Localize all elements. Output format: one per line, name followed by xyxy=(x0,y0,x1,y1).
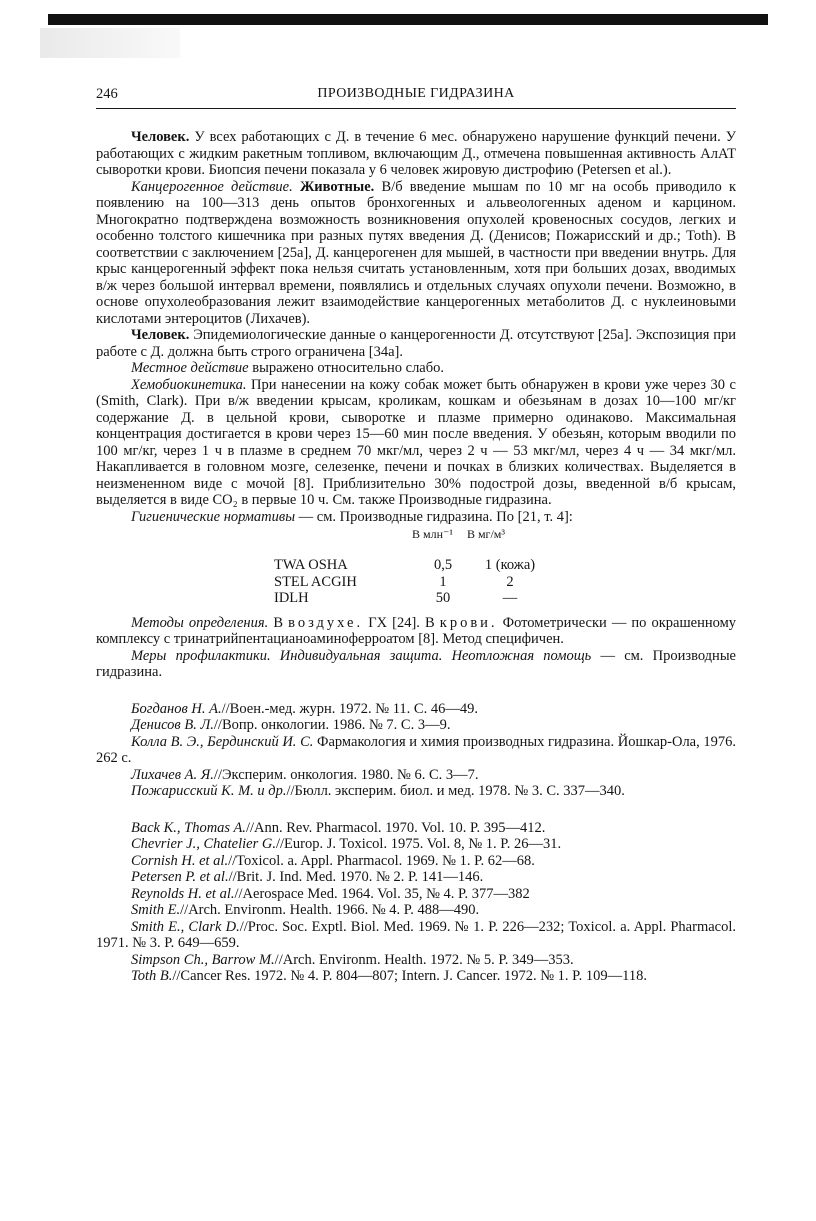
reference-author: Лихачев А. Я. xyxy=(131,766,214,783)
running-title: ПРОИЗВОДНЫЕ ГИДРАЗИНА xyxy=(317,86,515,101)
reference-author: Колла В. Э., Бердинский И. С. xyxy=(131,733,314,750)
paragraph-prevention xyxy=(96,648,736,681)
paragraph-lead-italic: Методы определения. xyxy=(131,614,269,631)
reference-author: Chevrier J., Chatelier G. xyxy=(131,836,276,852)
paragraph-text: — см. Производные гидразина. xyxy=(96,647,736,680)
spaced-term: воздухе. xyxy=(288,614,364,631)
paragraph-methods xyxy=(96,615,736,648)
reference-item xyxy=(96,968,736,985)
norms-header-mgm3: В мг/м³ xyxy=(466,527,505,541)
paragraph-lead: Человек. xyxy=(131,129,190,145)
paragraph-lead-italic: Гигиенические нормативы xyxy=(131,508,296,525)
norm-value-mgm3: 2 xyxy=(506,573,514,590)
spaced-term: крови. xyxy=(439,614,498,631)
paragraph-human-liver xyxy=(96,129,736,179)
paragraph-hygiene-norms xyxy=(96,509,736,526)
reference-item xyxy=(96,767,736,784)
reference-item xyxy=(96,853,736,870)
reference-source: //Эксперим. онкология. 1980. № 6. С. 3—7. xyxy=(213,766,479,783)
paragraph-text: выражено относительно слабо. xyxy=(248,360,444,376)
norms-table xyxy=(274,557,550,607)
table-row xyxy=(274,590,550,607)
paragraph-carcinogenic-animals xyxy=(96,179,736,328)
reference-source: //Aerospace Med. 1964. Vol. 35, № 4. P. 377—382 xyxy=(234,885,530,902)
scan-edge-bar xyxy=(48,14,768,25)
reference-source: //Arch. Environm. Health. 1972. № 5. P. 349—353. xyxy=(274,951,574,968)
reference-source: Фармакология и химия производных гидразина. Йошкар-Ола, 1976. 262 с. xyxy=(96,733,736,766)
paragraph-carcinogenic-human xyxy=(96,327,736,360)
paragraph-text: При нанесении на кожу собак может быть обнаружен в крови уже через 30 с (Smith, Clark). При в/ж введении крысам, кроликам, кошкам и обезьянам в дозах 10—100 мг/кг содержание Д. в цельной крови, сыворотке и плазме примерно одинаково. Максимальная концентрация достигается в крови через 15—60 мин после введения. У обезьян, которым вводили по 100 мг/кг, через 1 ч в плазме в среднем 70 мкг/мл, через 2 ч — 53 мкг/мл, через 4 ч — 34 мкг/мл. Накапливается в головном мозге, селезенке, печени и почках в близких количествах. Выделяется в неизмененном виде с мочой [8]. Приблизительно 30% подострой дозы, введенной в/б крысам, выделяется в виде CO₂ в первые 10 ч. См. также Производные гидразина. xyxy=(96,376,736,508)
reference-item xyxy=(96,717,736,734)
norm-value-ppm: 50 xyxy=(435,590,451,606)
reference-source: //Arch. Environm. Health. 1966. № 4. P. 488—490. xyxy=(180,902,480,918)
norm-value-ppm: 0,5 xyxy=(433,557,453,573)
paragraph-text: ГХ [24]. В xyxy=(363,614,440,631)
paragraph-lead-italic: Канцерогенное действие. xyxy=(131,178,293,195)
paragraph-lead: Человек. xyxy=(131,327,190,343)
reference-item xyxy=(96,701,736,718)
reference-item xyxy=(96,886,736,903)
reference-item xyxy=(96,734,736,767)
reference-author: Smith E., Clark D. xyxy=(131,918,240,935)
paragraph-text: В/б введение мышам по 10 мг на особь приводило к появлению на 100—313 день опытов бронхогенных и альвеологенных аденом и карцином. Многократно подтверждена возможность возникновения опухолей кровеносных сосудов, легких и особенно толстого кишечника при разных путях введения Д. (Денисов; Пожарисский и др.; Toth). В соответствии с заключением [25а], Д. канцерогенен для мышей, в частности при введении внутрь. Для крыс канцерогенный эффект пока нельзя считать установленным, хотя при больших дозах, вводимых в/ж через большой интервал времени, появлялись и отдельных случаях опухоли печени. Возможно, в основе опухолеобразования лежит взаимодействие канцерогенных метаболитов Д. с нуклеиновыми кислотами энтероцитов (Лихачев). xyxy=(96,178,736,327)
reference-item xyxy=(96,820,736,837)
reference-source: //Ann. Rev. Pharmacol. 1970. Vol. 10. P. 395—412. xyxy=(245,819,546,836)
reference-author: Toth B. xyxy=(131,968,173,984)
reference-author: Petersen P. et al. xyxy=(131,869,229,885)
reference-source: //Вопр. онкологии. 1986. № 7. С. 3—9. xyxy=(213,717,451,733)
norm-name: STEL ACGIH xyxy=(274,573,357,590)
reference-author: Back K., Thomas A. xyxy=(131,819,246,836)
references-russian xyxy=(96,701,736,800)
reference-item xyxy=(96,836,736,853)
paragraph-local-action xyxy=(96,360,736,377)
table-row xyxy=(274,574,550,591)
reference-author: Богданов Н. А. xyxy=(131,700,222,717)
reference-source: //Бюлл. эксперим. биол. и мед. 1978. № 3. С. 337—340. xyxy=(286,783,625,799)
reference-source: //Proc. Soc. Exptl. Biol. Med. 1969. № 1. P. 226—232; Toxicol. a. Appl. Pharmacol. 1971. № 3. P. 649—659. xyxy=(96,918,736,951)
paragraph-chemobiokinetics xyxy=(96,377,736,509)
reference-item xyxy=(96,869,736,886)
reference-author: Smith E. xyxy=(131,902,181,918)
paragraph-lead: Животные. xyxy=(292,178,375,195)
scan-edge-shadow xyxy=(40,28,180,58)
reference-author: Денисов В. Л. xyxy=(131,717,214,733)
reference-author: Пожарисский К. М. и др. xyxy=(131,783,287,799)
reference-source: //Toxicol. a. Appl. Pharmacol. 1969. № 1. P. 62—68. xyxy=(228,852,535,869)
norm-name: IDLH xyxy=(274,590,309,606)
reference-source: //Воен.-мед. журн. 1972. № 11. С. 46—49. xyxy=(221,700,478,717)
paragraph-lead-italic: Хемобиокинетика. xyxy=(131,376,247,393)
reference-source: //Europ. J. Toxicol. 1975. Vol. 8, № 1. P. 26—31. xyxy=(275,836,562,852)
reference-item xyxy=(96,902,736,919)
page-number: 246 xyxy=(96,86,118,102)
reference-item xyxy=(96,783,736,800)
reference-item xyxy=(96,919,736,952)
paragraph-text: — см. Производные гидразина. По [21, т. 4]: xyxy=(295,508,573,525)
paragraph-text: У всех работающих с Д. в течение 6 мес. обнаружено нарушение функций печени. У работающих с жидким ракетным топливом, включающим Д., отмечена повышенная активность АлАТ сыворотки крови. Биопсия печени показала у 6 человек жировую дистрофию (Petersen et al.). xyxy=(96,129,736,178)
norm-value-mgm3: 1 (кожа) xyxy=(484,557,536,573)
norm-value-mgm3: — xyxy=(502,590,518,606)
reference-item xyxy=(96,952,736,969)
reference-author: Simpson Ch., Barrow M. xyxy=(131,951,275,968)
page-header xyxy=(96,86,736,109)
paragraph-lead-italic: Меры профилактики. Индивидуальная защита. Неотложная помощь xyxy=(131,647,592,664)
paragraph-lead-italic: Местное действие xyxy=(131,360,249,376)
norm-name: TWA OSHA xyxy=(274,557,348,573)
reference-source: //Brit. J. Ind. Med. 1970. № 2. P. 141—146. xyxy=(228,869,484,885)
table-row xyxy=(274,557,550,574)
references-gap xyxy=(96,800,736,820)
norms-header-ppm: В млн⁻¹ xyxy=(412,527,453,541)
norm-value-ppm: 1 xyxy=(439,573,447,590)
paragraph-text: В xyxy=(268,614,289,631)
reference-source: //Cancer Res. 1972. № 4. P. 804—807; Intern. J. Cancer. 1972. № 1. P. 109—118. xyxy=(172,968,647,984)
paragraph-text: Эпидемиологические данные о канцерогенности Д. отсутствуют [25а]. Экспозиция при работе с Д. должна быть строго ограничена [34а]. xyxy=(96,327,736,360)
reference-author: Cornish H. et al. xyxy=(131,852,229,869)
paragraph-text: Фотометрически — по окрашенному комплексу с тринатрийпентацианоаминоферроатом [8]. Метод специфичен. xyxy=(96,614,737,647)
references-foreign xyxy=(96,820,736,985)
document-page xyxy=(96,86,736,985)
reference-author: Reynolds H. et al. xyxy=(131,885,235,902)
norms-column-headers xyxy=(412,525,736,543)
